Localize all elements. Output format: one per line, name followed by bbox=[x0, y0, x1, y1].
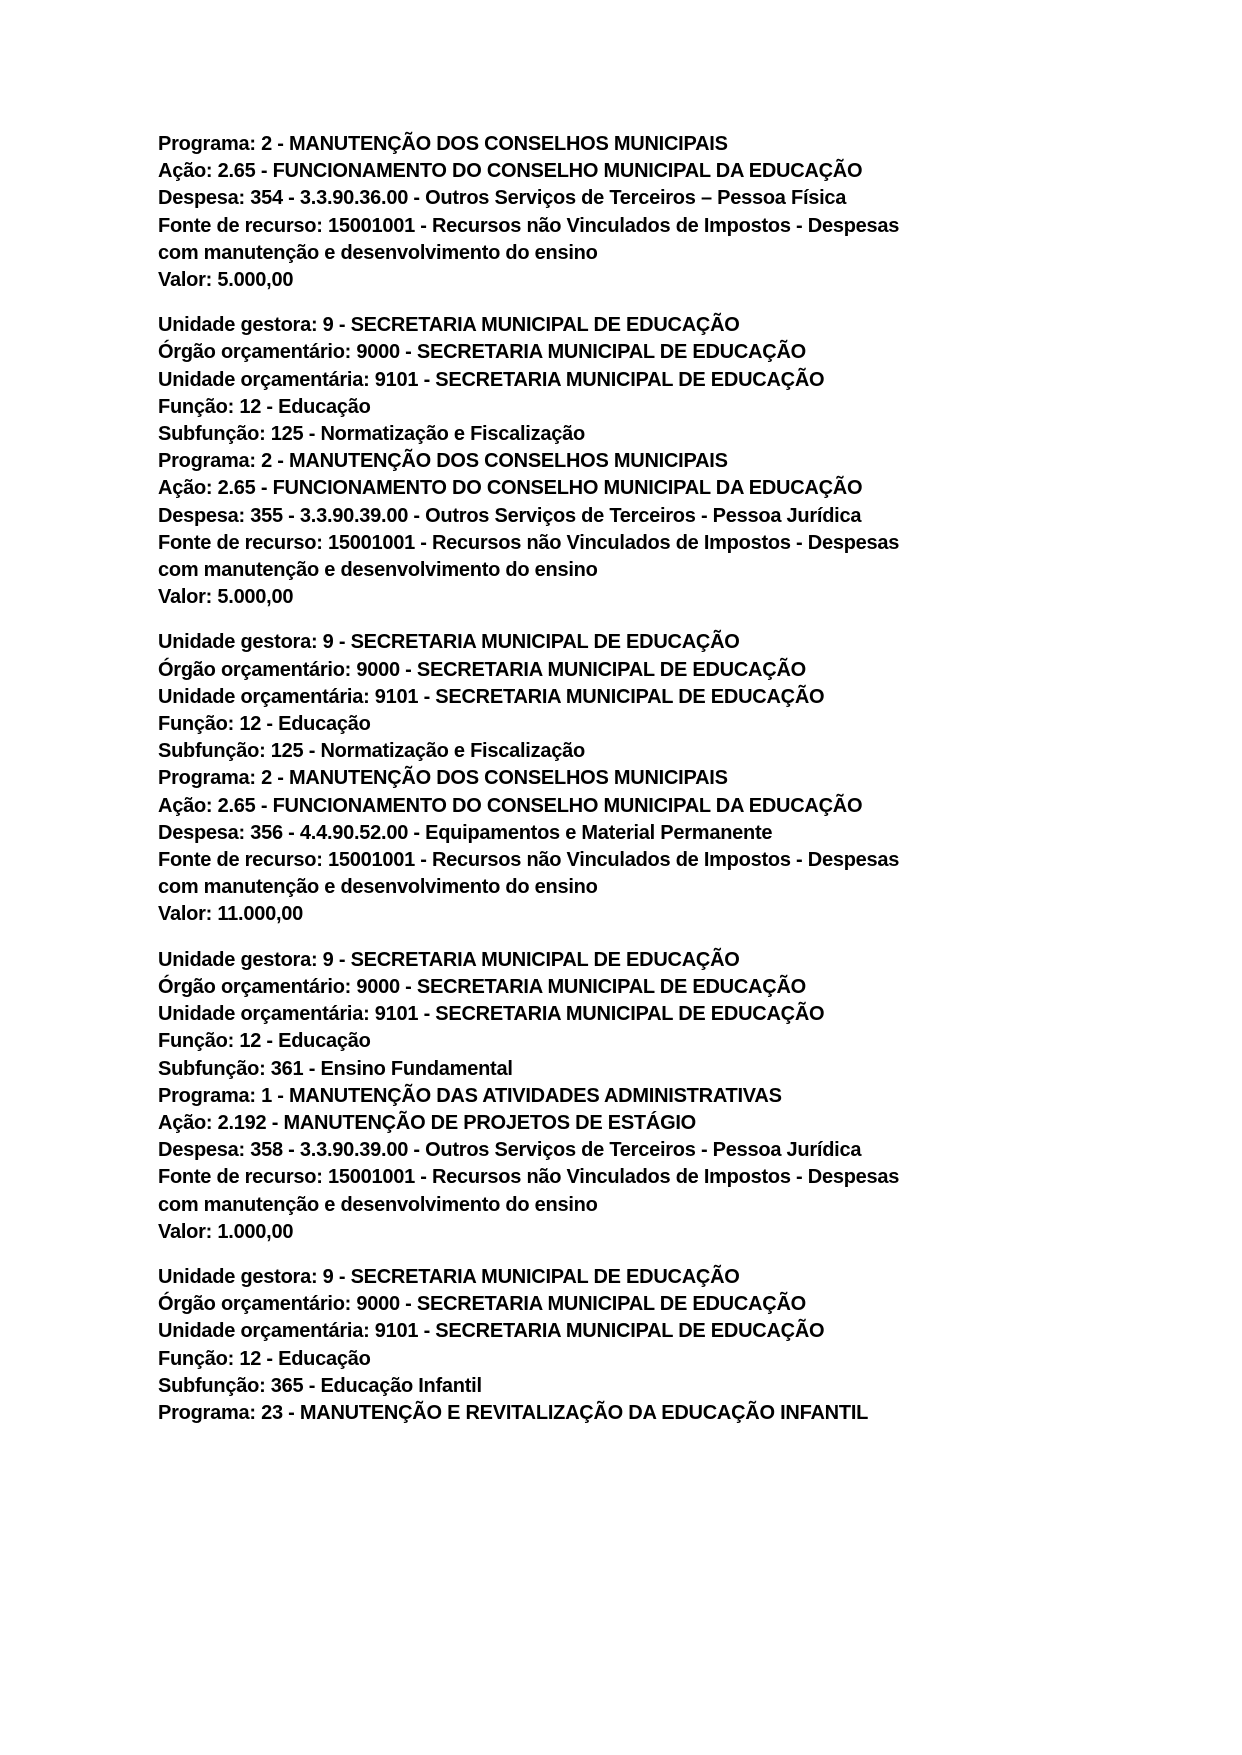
entry-line: Órgão orçamentário: 9000 - SECRETARIA MUNICIPAL DE EDUCAÇÃO bbox=[158, 658, 806, 681]
entry-line: Fonte de recurso: 15001001 - Recursos não Vinculados de Impostos - Despesas bbox=[158, 531, 900, 554]
entry-line: Unidade gestora: 9 - SECRETARIA MUNICIPAL DE EDUCAÇÃO bbox=[158, 948, 740, 971]
entry-line: Fonte de recurso: 15001001 - Recursos não Vinculados de Impostos - Despesas bbox=[158, 849, 900, 872]
entry-line: Função: 12 - Educação bbox=[158, 1030, 371, 1053]
entry-line: Valor: 1.000,00 bbox=[158, 1220, 294, 1243]
entry-line: Valor: 5.000,00 bbox=[158, 269, 294, 292]
entry-line: com manutenção e desenvolvimento do ensino bbox=[158, 1193, 598, 1216]
entry-line: Ação: 2.65 - FUNCIONAMENTO DO CONSELHO MUNICIPAL DA EDUCAÇÃO bbox=[158, 160, 863, 183]
entry-line: Função: 12 - Educação bbox=[158, 713, 371, 736]
entry-line: Fonte de recurso: 15001001 - Recursos não Vinculados de Impostos - Despesas bbox=[158, 214, 900, 237]
entry-line: Unidade orçamentária: 9101 - SECRETARIA MUNICIPAL DE EDUCAÇÃO bbox=[158, 1320, 825, 1343]
entry-line: Despesa: 358 - 3.3.90.39.00 - Outros Serviços de Terceiros - Pessoa Jurídica bbox=[158, 1139, 862, 1162]
entry-line: Ação: 2.192 - MANUTENÇÃO DE PROJETOS DE ESTÁGIO bbox=[158, 1111, 696, 1134]
document-body bbox=[158, 131, 899, 1445]
entry-line: com manutenção e desenvolvimento do ensino bbox=[158, 559, 598, 582]
entry-line: Despesa: 356 - 4.4.90.52.00 - Equipamentos e Material Permanente bbox=[158, 821, 773, 844]
entry-line: com manutenção e desenvolvimento do ensino bbox=[158, 876, 598, 899]
entry-line: Subfunção: 365 - Educação Infantil bbox=[158, 1374, 482, 1397]
entry-line: Ação: 2.65 - FUNCIONAMENTO DO CONSELHO MUNICIPAL DA EDUCAÇÃO bbox=[158, 794, 863, 817]
budget-entry bbox=[158, 1264, 899, 1427]
budget-entry bbox=[158, 947, 899, 1246]
entry-line: Função: 12 - Educação bbox=[158, 395, 371, 418]
entry-line: Órgão orçamentário: 9000 - SECRETARIA MUNICIPAL DE EDUCAÇÃO bbox=[158, 975, 806, 998]
entry-line: Programa: 2 - MANUTENÇÃO DOS CONSELHOS MUNICIPAIS bbox=[158, 133, 728, 155]
entry-line: Subfunção: 125 - Normatização e Fiscalização bbox=[158, 740, 585, 763]
entry-line: Programa: 2 - MANUTENÇÃO DOS CONSELHOS MUNICIPAIS bbox=[158, 450, 728, 473]
entry-line: Função: 12 - Educação bbox=[158, 1347, 371, 1370]
entry-line: Órgão orçamentário: 9000 - SECRETARIA MUNICIPAL DE EDUCAÇÃO bbox=[158, 1293, 806, 1316]
entry-line: Órgão orçamentário: 9000 - SECRETARIA MUNICIPAL DE EDUCAÇÃO bbox=[158, 341, 806, 364]
entry-line: Valor: 5.000,00 bbox=[158, 586, 294, 609]
entry-line: Programa: 1 - MANUTENÇÃO DAS ATIVIDADES ADMINISTRATIVAS bbox=[158, 1084, 782, 1107]
entry-line: Subfunção: 125 - Normatização e Fiscalização bbox=[158, 423, 585, 446]
budget-entry bbox=[158, 312, 899, 611]
entry-line: Subfunção: 361 - Ensino Fundamental bbox=[158, 1057, 513, 1080]
entry-line: Unidade orçamentária: 9101 - SECRETARIA MUNICIPAL DE EDUCAÇÃO bbox=[158, 368, 825, 391]
budget-entry bbox=[158, 131, 899, 294]
entry-line: Programa: 2 - MANUTENÇÃO DOS CONSELHOS MUNICIPAIS bbox=[158, 767, 728, 790]
entry-line: Despesa: 354 - 3.3.90.36.00 - Outros Serviços de Terceiros – Pessoa Física bbox=[158, 187, 847, 210]
entry-line: Valor: 11.000,00 bbox=[158, 903, 304, 926]
entry-line: com manutenção e desenvolvimento do ensino bbox=[158, 241, 598, 264]
entry-line: Programa: 23 - MANUTENÇÃO E REVITALIZAÇÃO DA EDUCAÇÃO INFANTIL bbox=[158, 1401, 869, 1424]
entry-line: Ação: 2.65 - FUNCIONAMENTO DO CONSELHO MUNICIPAL DA EDUCAÇÃO bbox=[158, 477, 863, 500]
entry-line: Unidade orçamentária: 9101 - SECRETARIA MUNICIPAL DE EDUCAÇÃO bbox=[158, 685, 825, 708]
entry-line: Despesa: 355 - 3.3.90.39.00 - Outros Serviços de Terceiros - Pessoa Jurídica bbox=[158, 504, 862, 527]
entry-line: Unidade gestora: 9 - SECRETARIA MUNICIPAL DE EDUCAÇÃO bbox=[158, 631, 740, 654]
entry-line: Unidade orçamentária: 9101 - SECRETARIA MUNICIPAL DE EDUCAÇÃO bbox=[158, 1003, 825, 1026]
entry-line: Unidade gestora: 9 - SECRETARIA MUNICIPAL DE EDUCAÇÃO bbox=[158, 1265, 740, 1288]
entry-line: Unidade gestora: 9 - SECRETARIA MUNICIPAL DE EDUCAÇÃO bbox=[158, 314, 740, 337]
budget-entry bbox=[158, 629, 899, 928]
entry-line: Fonte de recurso: 15001001 - Recursos não Vinculados de Impostos - Despesas bbox=[158, 1166, 900, 1189]
